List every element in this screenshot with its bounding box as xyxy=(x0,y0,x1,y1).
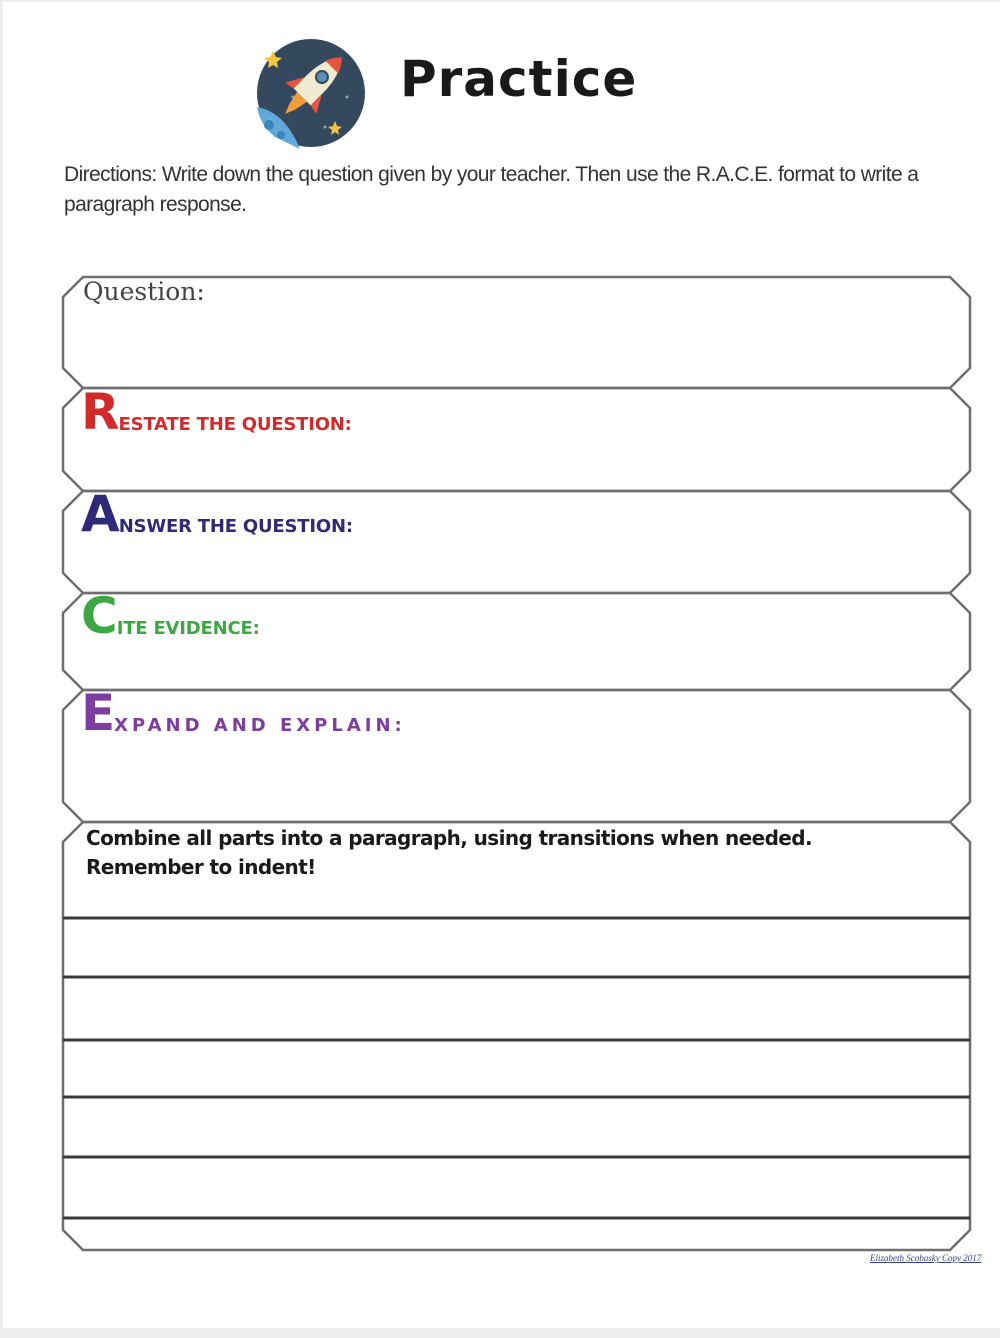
restate-letter: R xyxy=(81,383,118,441)
worksheet-page xyxy=(3,2,1000,1328)
answer-letter: A xyxy=(81,485,118,543)
expand-letter: E xyxy=(81,684,114,742)
expand-heading xyxy=(81,684,406,742)
restate-label: ESTATE THE QUESTION: xyxy=(118,414,352,435)
answer-heading xyxy=(81,485,353,543)
answer-label: NSWER THE QUESTION: xyxy=(118,516,353,537)
directions-text: Directions: Write down the question given by your teacher. Then use the R.A.C.E. format to write a paragraph response. xyxy=(64,163,919,216)
instruction-line-1: Combine all parts into a paragraph, using transitions when needed. xyxy=(86,826,812,850)
rocket-planet-icon xyxy=(255,37,367,149)
restate-heading xyxy=(81,383,352,441)
instruction-line-2: Remember to indent! xyxy=(86,855,316,879)
cite-letter: C xyxy=(81,587,116,645)
cite-label: ITE EVIDENCE: xyxy=(116,618,260,639)
question-label: Question: xyxy=(83,277,205,306)
page-title: Practice xyxy=(400,50,638,108)
expand-label: XPAND AND EXPLAIN: xyxy=(114,715,406,736)
copyright-credit: Elizabeth Scobasky Copy 2017 xyxy=(870,1253,982,1263)
paragraph-instructions xyxy=(86,824,812,882)
cite-heading xyxy=(81,587,260,645)
